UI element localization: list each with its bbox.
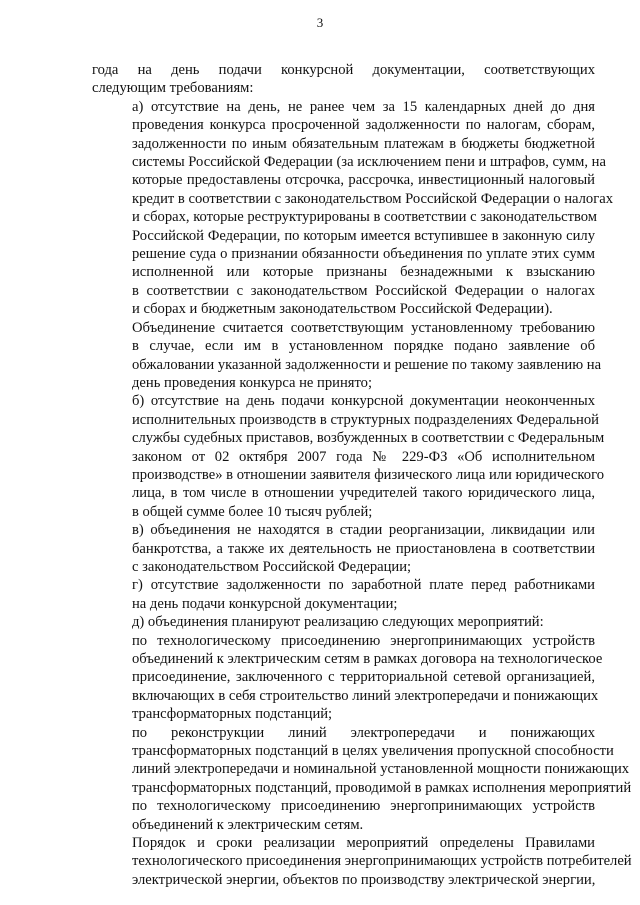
text-line: Российской Федерации, по которым имеется вступившее в законную силу — [132, 227, 595, 244]
text-line: по технологическому присоединению энергопринимающих устройств — [132, 798, 595, 815]
paragraph — [92, 61, 595, 98]
text-line: законом от 02 октября 2007 года № 229-ФЗ «Об исполнительном — [132, 448, 595, 465]
paragraph — [92, 724, 632, 834]
text-line: в общей сумме более 10 тысяч рублей; — [132, 503, 373, 520]
text-line: г) отсутствие задолженности по заработной плате перед работниками — [132, 577, 595, 594]
text-line: которые предоставлены отсрочка, рассрочка, инвестиционный налоговый — [132, 172, 595, 189]
paragraph — [92, 98, 613, 319]
text-line: д) объединения планируют реализацию следующих мероприятий: — [132, 614, 544, 631]
text-line: службы судебных приставов, возбужденных в соответствии с Федеральным — [132, 430, 605, 447]
text-line: трансформаторных подстанций; — [132, 706, 333, 723]
text-line: системы Российской Федерации (за исключением пени и штрафов, сумм, на — [132, 154, 606, 171]
text-line: лица, в том числе в отношении учредителей такого юридического лица, — [132, 485, 595, 502]
paragraph — [92, 521, 595, 576]
text-line: исполненной или которые признаны безнадежными к взысканию — [132, 264, 595, 281]
text-line: исполнительных производств в структурных подразделениях Федеральной — [132, 411, 599, 428]
text-line: года на день подачи конкурсной документации, соответствующих — [92, 62, 595, 78]
text-line: обжаловании указанной задолженности и решение по такому заявлению на — [132, 356, 602, 373]
text-line: а) отсутствие на день, не ранее чем за 15 календарных дней до дня — [132, 98, 595, 115]
text-line: банкротства, а также их деятельность не приостановлена в соответствии — [132, 540, 595, 557]
text-line: на день подачи конкурсной документации; — [132, 595, 398, 612]
text-line: объединений к электрическим сетям. — [132, 816, 364, 833]
text-line: линий электропередачи и номинальной установленной мощности понижающих — [132, 761, 630, 778]
text-line: в случае, если им в установленном порядке подано заявление об — [132, 338, 595, 355]
text-line: и сборах и бюджетным законодательством Российской Федерации). — [132, 301, 553, 318]
paragraph — [92, 319, 602, 393]
text-line: по реконструкции линий электропередачи и понижающих — [132, 724, 595, 741]
text-line: электрической энергии, объектов по производству электрической энергии, — [132, 871, 596, 888]
text-line: технологического присоединения энергопринимающих устройств потребителей — [132, 853, 632, 870]
text-line: по технологическому присоединению энергопринимающих устройств — [132, 632, 595, 649]
paragraph — [92, 392, 605, 521]
text-line: производстве» в отношении заявителя физического лица или юридического — [132, 466, 604, 483]
document-body — [92, 61, 632, 889]
text-line: присоединение, заключенного с территориальной сетевой организацией, — [132, 669, 595, 686]
text-line: следующим требованиям: — [92, 80, 254, 97]
paragraph — [92, 632, 603, 724]
paragraph — [92, 576, 595, 613]
text-line: с законодательством Российской Федерации; — [132, 558, 412, 575]
text-line: Объединение считается соответствующим установленному требованию — [132, 319, 595, 336]
text-line: включающих в себя строительство линий электропередачи и понижающих — [132, 687, 599, 704]
text-line: трансформаторных подстанций в целях увеличения пропускной способности — [132, 743, 614, 760]
text-line: и сборах, которые реструктурированы в соответствии с законодательством — [132, 209, 598, 226]
text-line: решение суда о признании обязанности объединения по уплате этих сумм — [132, 246, 595, 263]
text-line: в) объединения не находятся в стадии реорганизации, ликвидации или — [132, 522, 595, 539]
text-line: Порядок и сроки реализации мероприятий определены Правилами — [132, 835, 595, 852]
paragraph — [92, 834, 632, 889]
text-line: проведения конкурса просроченной задолженности по налогам, сборам, — [132, 117, 595, 134]
paragraph — [92, 613, 595, 631]
text-line: б) отсутствие на день подачи конкурсной документации неоконченных — [132, 393, 595, 410]
text-line: день проведения конкурса не принято; — [132, 374, 373, 391]
text-line: задолженности по иным обязательным платежам в бюджеты бюджетной — [132, 135, 595, 152]
text-line: объединений к электрическим сетям в рамках договора на технологическое — [132, 651, 603, 667]
text-line: в соответствии с законодательством Российской Федерации о налогах — [132, 282, 595, 299]
page-number: 3 — [316, 15, 324, 30]
text-line: трансформаторных подстанций, проводимой в рамках исполнения мероприятий — [132, 779, 632, 796]
text-line: кредит в соответствии с законодательством Российской Федерации о налогах — [132, 190, 613, 207]
